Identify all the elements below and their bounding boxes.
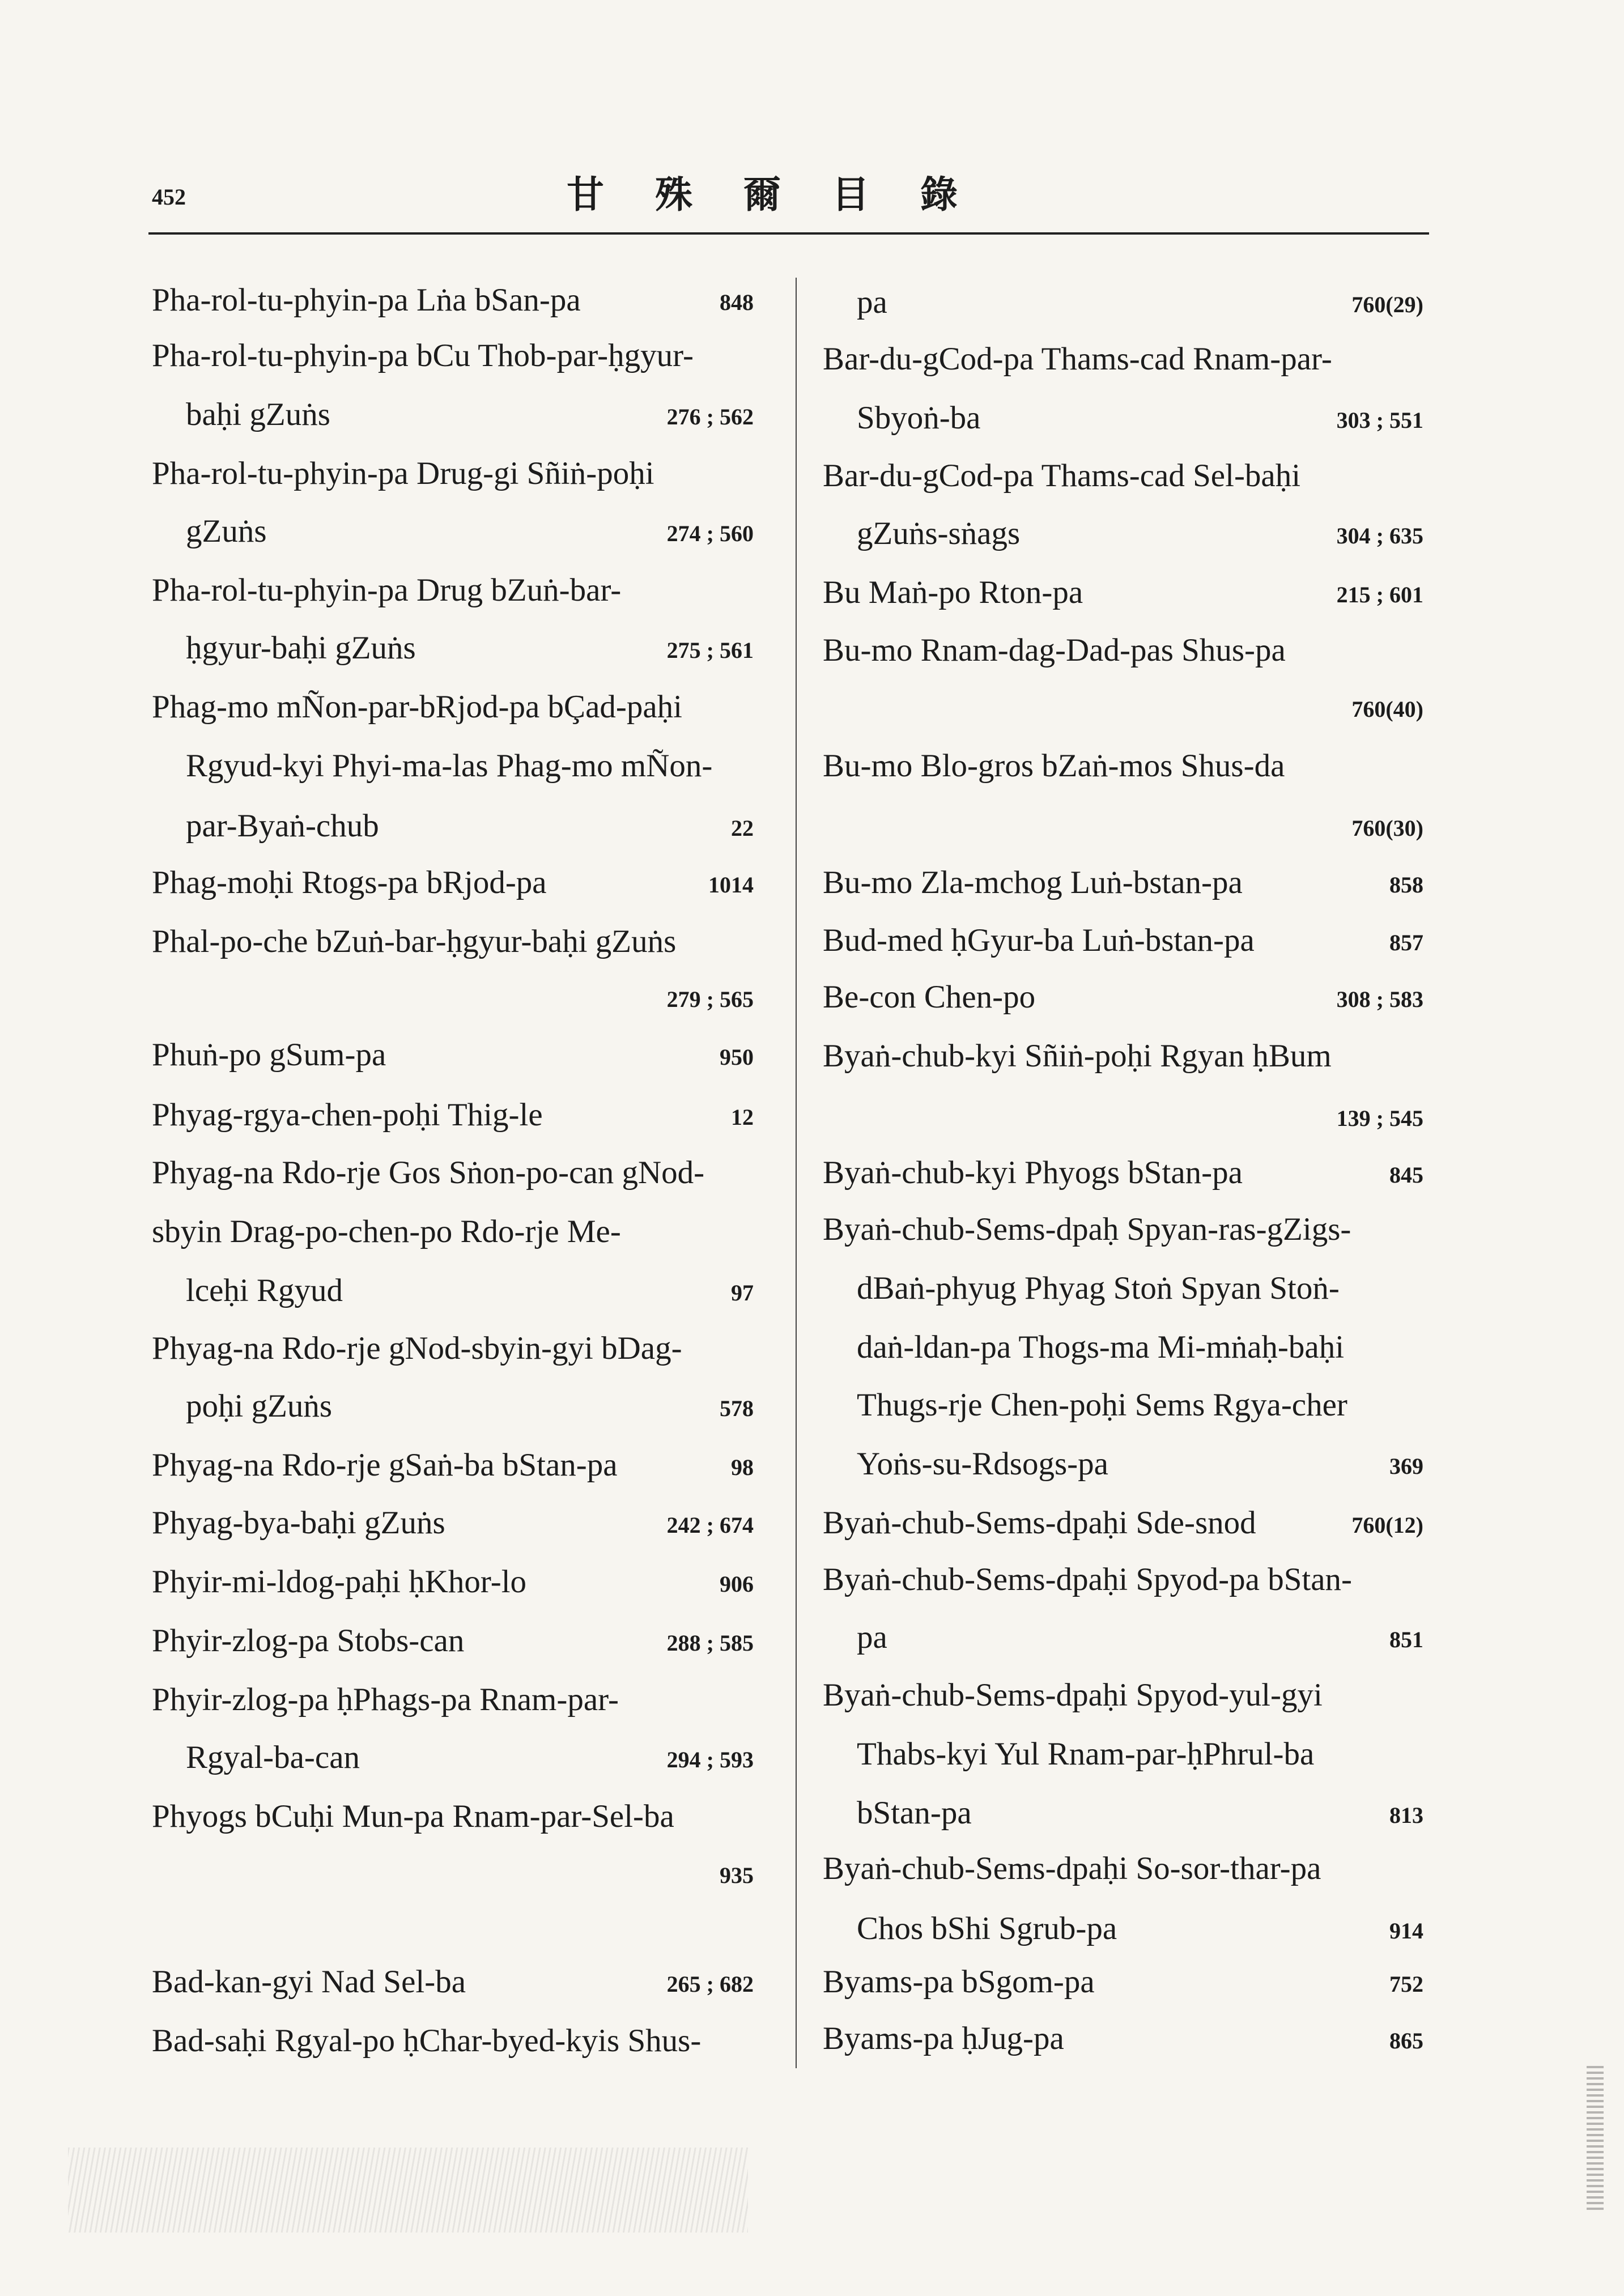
- index-entry-line: [152, 1378, 754, 1435]
- index-entry-line: [152, 1554, 754, 1610]
- entry-title: Phag-moḥi Rtogs-pa bRjod-pa: [152, 865, 547, 900]
- entry-title: Phuṅ-po gSum-pa: [152, 1037, 386, 1073]
- index-entry-line: [152, 328, 754, 384]
- entry-title: Yoṅs-su-Rdsogs-pa: [857, 1446, 1108, 1482]
- entry-title: Pha-rol-tu-phyin-pa bCu Thob-par-ḥgyur-: [152, 338, 694, 373]
- index-entry-line: [152, 1954, 754, 2010]
- entry-title: Phyogs bCuḥi Mun-pa Rnam-par-Sel-ba: [152, 1798, 674, 1834]
- entry-title: Phyag-bya-baḥi gZuṅs: [152, 1505, 445, 1541]
- entry-reference-number: 274 ; 560: [666, 521, 754, 546]
- index-entry-line: [152, 1320, 754, 1377]
- index-entry-line: [823, 564, 1423, 621]
- entry-title: Pha-rol-tu-phyin-pa Lṅa bSan-pa: [152, 282, 581, 318]
- index-entry-line: [823, 1667, 1423, 1724]
- index-entry-line: [152, 2013, 754, 2069]
- entry-title: Bu-mo Zla-mchog Luṅ-bstan-pa: [823, 865, 1243, 900]
- index-entry-line: [823, 274, 1423, 331]
- index-entry-line: [823, 1028, 1423, 1085]
- entry-reference-number: 369: [1389, 1453, 1423, 1479]
- entry-reference-number: 813: [1389, 1802, 1423, 1828]
- entry-reference-number: 950: [720, 1044, 754, 1070]
- index-entry-line: [152, 1788, 754, 1845]
- index-entry-line: [823, 1436, 1423, 1493]
- entry-reference-number: 760(30): [1351, 815, 1423, 841]
- index-entry-line: [823, 798, 1423, 854]
- index-entry-line: [823, 331, 1423, 388]
- index-entry-line: [152, 1262, 754, 1319]
- index-entry-line: [823, 1088, 1423, 1145]
- index-entry-line: [823, 679, 1423, 735]
- index-entry-line: [823, 1377, 1423, 1434]
- index-entry-line: [823, 1900, 1423, 1957]
- entry-title: Thabs-kyi Yul Rnam-par-ḥPhrul-ba: [857, 1736, 1315, 1772]
- entry-title: sbyin Drag-po-chen-po Rdo-rje Me-: [152, 1214, 621, 1249]
- entry-title: Rgyud-kyi Phyi-ma-las Phag-mo mÑon-: [186, 748, 713, 784]
- entry-title: Phyag-na Rdo-rje gNod-sbyin-gyi bDag-: [152, 1330, 682, 1366]
- entry-reference-number: 303 ; 551: [1336, 407, 1423, 433]
- index-entry-line: [152, 1087, 754, 1143]
- index-entry-line: [823, 1551, 1423, 1608]
- index-entry-line: [823, 2010, 1423, 2067]
- index-entry-line: [152, 913, 754, 970]
- index-entry-line: [152, 1613, 754, 1669]
- index-entry-line: [823, 1954, 1423, 2010]
- index-entry-line: [152, 679, 754, 735]
- entry-title: Phal-po-che bZuṅ-bar-ḥgyur-baḥi gZuṅs: [152, 924, 677, 959]
- entry-reference-number: 275 ; 561: [666, 637, 754, 663]
- entry-title: Byaṅ-chub-Sems-dpaḥi Sde-snod: [823, 1505, 1256, 1541]
- entry-reference-number: 935: [720, 1863, 754, 1888]
- index-entry-line: [152, 1027, 754, 1083]
- index-entry-line: [823, 1840, 1423, 1897]
- entry-reference-number: 294 ; 593: [666, 1747, 754, 1772]
- index-entry-line: [152, 1495, 754, 1551]
- index-entry-line: [823, 1785, 1423, 1842]
- entry-title: Byams-pa bSgom-pa: [823, 1964, 1095, 2000]
- entry-title: Phyag-na Rdo-rje Gos Sṅon-po-can gNod-: [152, 1155, 705, 1190]
- entry-title: lceḥi Rgyud: [186, 1273, 343, 1308]
- entry-reference-number: 265 ; 682: [666, 1971, 754, 1997]
- index-entry-line: [823, 1495, 1423, 1551]
- index-entry-line: [823, 1201, 1423, 1258]
- entry-reference-number: 22: [731, 815, 754, 841]
- entry-reference-number: 857: [1389, 930, 1423, 955]
- entry-title: Bar-du-gCod-pa Thams-cad Rnam-par-: [823, 341, 1332, 377]
- entry-reference-number: 760(40): [1351, 696, 1423, 722]
- entry-title: Bu-mo Rnam-dag-Dad-pas Shus-pa: [823, 632, 1286, 668]
- entry-title: gZuṅs: [186, 513, 267, 549]
- entry-title: bStan-pa: [857, 1795, 972, 1831]
- entry-reference-number: 288 ; 585: [666, 1630, 754, 1656]
- entry-reference-number: 845: [1389, 1162, 1423, 1188]
- entry-title: Phyag-na Rdo-rje gSaṅ-ba bStan-pa: [152, 1447, 618, 1483]
- entry-title: par-Byaṅ-chub: [186, 808, 379, 844]
- index-entry-line: [823, 505, 1423, 562]
- entry-reference-number: 760(12): [1351, 1512, 1423, 1538]
- entry-title: Bu-mo Blo-gros bZaṅ-mos Shus-da: [823, 748, 1285, 784]
- entry-title: Sbyoṅ-ba: [857, 400, 981, 436]
- index-entry-line: [152, 1437, 754, 1494]
- entry-title: Byams-pa ḥJug-pa: [823, 2021, 1064, 2056]
- header-rule: [148, 232, 1429, 235]
- index-entry-line: [152, 1204, 754, 1260]
- index-entry-line: [823, 1145, 1423, 1201]
- entry-title: Pha-rol-tu-phyin-pa Drug-gi Sñiṅ-poḥi: [152, 456, 654, 491]
- index-entry-line: [152, 1729, 754, 1786]
- page-title: 甘殊爾目錄: [567, 173, 1009, 216]
- index-entry-line: [823, 390, 1423, 447]
- entry-title: baḥi gZuṅs: [186, 397, 330, 432]
- index-entry-line: [152, 620, 754, 677]
- index-entry-line: [152, 969, 754, 1026]
- entry-title: Chos bShi Sgrub-pa: [857, 1911, 1117, 1946]
- index-entry-line: [152, 1845, 754, 1902]
- entry-reference-number: 215 ; 601: [1336, 582, 1423, 607]
- entry-title: Byaṅ-chub-Sems-dpaḥi So-sor-thar-pa: [823, 1851, 1321, 1886]
- entry-title: Bar-du-gCod-pa Thams-cad Sel-baḥi: [823, 458, 1301, 494]
- entry-reference-number: 851: [1389, 1627, 1423, 1652]
- entry-reference-number: 906: [720, 1571, 754, 1597]
- entry-reference-number: 279 ; 565: [666, 987, 754, 1012]
- entry-reference-number: 752: [1389, 1971, 1423, 1997]
- entry-reference-number: 914: [1389, 1918, 1423, 1944]
- index-entry-line: [152, 386, 754, 443]
- index-entry-line: [823, 622, 1423, 679]
- entry-reference-number: 308 ; 583: [1336, 987, 1423, 1012]
- column-divider: [796, 278, 797, 2068]
- entry-title: Byaṅ-chub-kyi Sñiṅ-poḥi Rgyan ḥBum: [823, 1038, 1332, 1074]
- entry-reference-number: 865: [1389, 2028, 1423, 2053]
- entry-reference-number: 242 ; 674: [666, 1512, 754, 1538]
- entry-reference-number: 858: [1389, 872, 1423, 898]
- entry-title: Be-con Chen-po: [823, 979, 1036, 1015]
- entry-title: Phyag-rgya-chen-poḥi Thig-le: [152, 1097, 543, 1133]
- entry-title: Bud-med ḥGyur-ba Luṅ-bstan-pa: [823, 922, 1255, 958]
- index-entry-line: [152, 738, 754, 794]
- entry-title: dBaṅ-phyug Phyag Stoṅ Spyan Stoṅ-: [857, 1270, 1340, 1306]
- entry-title: Phyir-zlog-pa Stobs-can: [152, 1623, 465, 1659]
- index-entry-line: [152, 562, 754, 619]
- entry-reference-number: 12: [731, 1104, 754, 1130]
- entry-title: Byaṅ-chub-Sems-dpaḥi Spyod-pa bStan-: [823, 1562, 1353, 1597]
- entry-title: Byaṅ-chub-kyi Phyogs bStan-pa: [823, 1155, 1243, 1190]
- entry-reference-number: 139 ; 545: [1336, 1106, 1423, 1131]
- entry-reference-number: 304 ; 635: [1336, 523, 1423, 549]
- index-entry-line: [823, 969, 1423, 1026]
- entry-title: poḥi gZuṅs: [186, 1388, 333, 1424]
- scan-edge-noise: [1587, 2063, 1604, 2210]
- index-entry-line: [152, 1145, 754, 1201]
- entry-title: Phag-mo mÑon-par-bRjod-pa bÇad-paḥi: [152, 689, 682, 725]
- index-entry-line: [152, 854, 754, 911]
- entry-title: Phyir-zlog-pa ḥPhags-pa Rnam-par-: [152, 1682, 619, 1717]
- entry-reference-number: 1014: [708, 872, 754, 898]
- index-entry-line: [152, 445, 754, 502]
- entry-reference-number: 98: [731, 1455, 754, 1480]
- entry-title: Byaṅ-chub-Sems-dpaḥ Spyan-ras-gZigs-: [823, 1211, 1351, 1247]
- entry-title: pa: [857, 284, 887, 320]
- index-entry-line: [152, 503, 754, 560]
- entry-title: pa: [857, 1619, 887, 1655]
- entry-reference-number: 578: [720, 1396, 754, 1421]
- entry-title: ḥgyur-baḥi gZuṅs: [186, 630, 416, 666]
- index-entry-line: [823, 1609, 1423, 1666]
- scan-noise: [68, 2148, 748, 2233]
- entry-title: Bad-kan-gyi Nad Sel-ba: [152, 1964, 466, 2000]
- index-entry-line: [823, 1726, 1423, 1783]
- entry-title: daṅ-ldan-pa Thogs-ma Mi-mṅaḥ-baḥi: [857, 1329, 1345, 1365]
- index-entry-line: [823, 738, 1423, 794]
- entry-reference-number: 276 ; 562: [666, 404, 754, 430]
- entry-reference-number: 760(29): [1351, 292, 1423, 317]
- entry-title: Thugs-rje Chen-poḥi Sems Rgya-cher: [857, 1387, 1347, 1423]
- entry-title: Rgyal-ba-can: [186, 1740, 360, 1775]
- index-entry-line: [823, 912, 1423, 969]
- index-entry-line: [823, 1319, 1423, 1376]
- index-entry-line: [823, 448, 1423, 504]
- index-entry-line: [823, 1260, 1423, 1317]
- index-entry-line: [823, 854, 1423, 911]
- entry-title: Byaṅ-chub-Sems-dpaḥi Spyod-yul-gyi: [823, 1677, 1323, 1713]
- entry-title: Phyir-mi-ldog-paḥi ḥKhor-lo: [152, 1564, 527, 1600]
- entry-reference-number: 97: [731, 1280, 754, 1306]
- index-entry-line: [152, 798, 754, 854]
- index-entry-line: [152, 1672, 754, 1728]
- index-entry-line: [152, 272, 754, 329]
- page-number: 452: [152, 184, 186, 210]
- entry-title: Bu Maṅ-po Rton-pa: [823, 575, 1083, 610]
- entry-title: gZuṅs-sṅags: [857, 516, 1021, 551]
- entry-reference-number: 848: [720, 290, 754, 315]
- entry-title: Bad-saḥi Rgyal-po ḥChar-byed-kyis Shus-: [152, 2023, 702, 2059]
- entry-title: Pha-rol-tu-phyin-pa Drug bZuṅ-bar-: [152, 572, 622, 608]
